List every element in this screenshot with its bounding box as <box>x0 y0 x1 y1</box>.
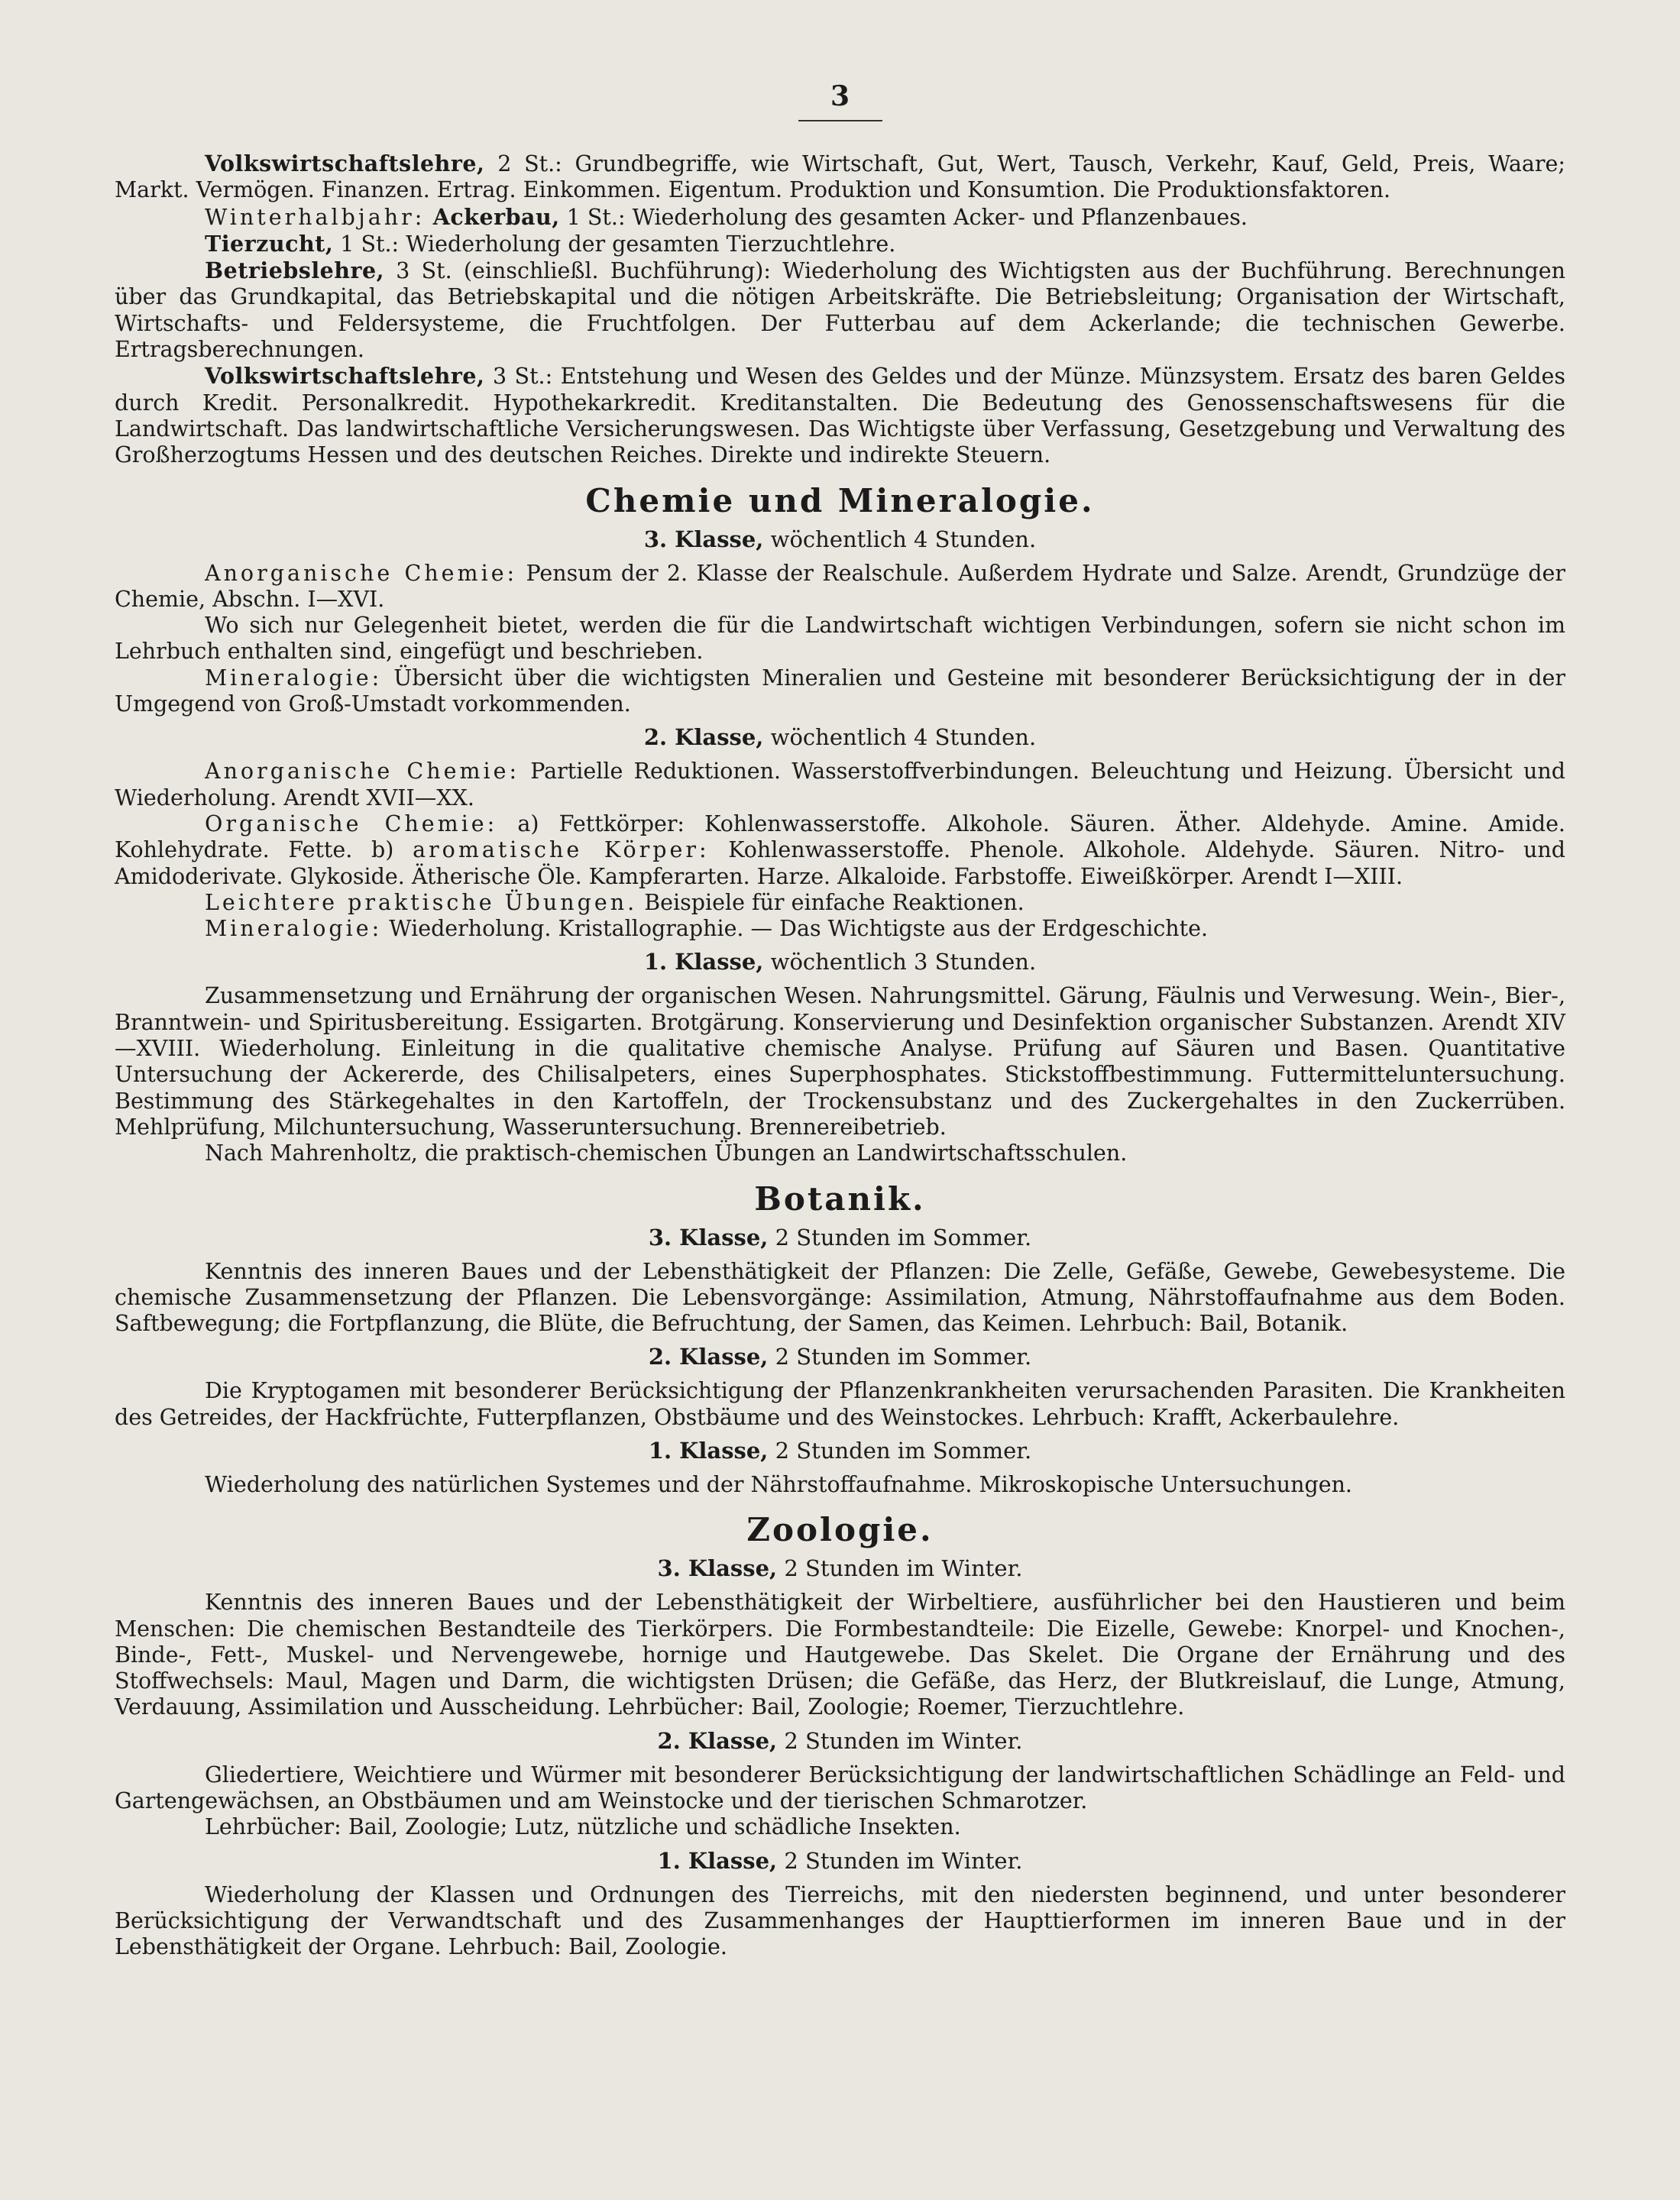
keyword: Tierzucht, <box>205 230 334 257</box>
klasse-hours: wöchentlich 4 Stunden. <box>763 724 1037 751</box>
paragraph-text: Partielle Reduktionen. Wasserstoffverbindungen. Beleuchtung und Heizung. Übersicht und Wiederholung. Arendt XVII—XX. <box>115 759 1565 810</box>
paragraph <box>115 811 1565 890</box>
paragraph: Kenntnis des inneren Baues und der Lebensthätigkeit der Wirbeltiere, ausführlicher bei den Haustieren und beim Menschen: Die chemischen Bestandteile des Tierkörpers. Die Formbestandteile: Die Eizelle, Gewebe: Knorpel- und Knochen-, Binde-, Fett-, Muskel- und Nervengewebe, hornige und Hautgewebe. Das Skelet. Die Organe der Ernährung und des Stoffwechsels: Maul, Magen und Darm, die wichtigsten Drüsen; die Gefäße, das Herz, der Blutkreislauf, die Lunge, Atmung, Verdauung, Assimilation und Ausscheidung. Lehrbücher: Bail, Zoologie; Roemer, Tierzuchtlehre. <box>115 1590 1565 1720</box>
paragraph: Wo sich nur Gelegenheit bietet, werden die für die Landwirtschaft wichtigen Verbindungen, sofern sie nicht schon im Lehrbuch enthalten sind, eingefügt und beschrieben. <box>115 613 1565 665</box>
klasse-label: 1. Klasse, <box>657 1847 778 1874</box>
paragraph-text: 3 St.: Entstehung und Wesen des Geldes und der Münze. Münzsystem. Ersatz des baren Geldes durch Kredit. Personalkredit. Hypothekarkredit. Kreditanstalten. Die Bedeutung des Genossenschaftswesens für die Landwirtschaft. Das landwirtschaftliche Versicherungswesen. Das Wichtigste über Verfassung, Gesetzgebung und Verwaltung des Großherzogtums Hessen und des deutschen Reiches. Direkte und indirekte Steuern. <box>115 364 1565 468</box>
keyword: Betriebslehre, <box>205 257 385 284</box>
section-title-zoologie: Zoologie. <box>746 1511 934 1549</box>
paragraph: Zusammensetzung und Ernährung der organischen Wesen. Nahrungsmittel. Gärung, Fäulnis und Verwesung. Wein-, Bier-, Branntwein- und Spiritusbereitung. Essigarten. Brotgärung. Konservierung und Desinfektion organischer Substanzen. Arendt XIV—XVIII. Wiederholung. Einleitung in die qualitative chemische Analyse. Prüfung auf Säuren und Basen. Quantitative Untersuchung der Ackererde, des Chilisalpeters, eines Superphosphates. Stickstoffbestimmung. Futtermitteluntersuchung. Bestimmung des Stärkegehaltes in den Kartoffeln, der Trockensubstanz und des Zuckergehaltes in den Zuckerrüben. Mehlprüfung, Milchuntersuchung, Wasseruntersuchung. Brennereibetrieb. <box>115 983 1565 1140</box>
klasse-hours: 2 Stunden im Sommer. <box>768 1224 1032 1250</box>
klasse-hours: 2 Stunden im Winter. <box>777 1727 1023 1754</box>
spaced-label: Leichtere praktische Übungen. <box>205 889 638 915</box>
page-number: 3 <box>830 80 850 112</box>
klasse-label: 3. Klasse, <box>643 526 764 552</box>
paragraph-text: a) Fettkörper: Kohlenwasserstoffe. Alkohole. Säuren. Äther. Aldehyde. Amine. Amide. Kohlehydrate. Fette. b) <box>115 810 1565 863</box>
paragraph-text: 1 St.: Wiederholung des gesamten Acker- und Pflanzenbaues. <box>559 204 1248 230</box>
klasse-label: 3. Klasse, <box>657 1555 778 1582</box>
klasse-heading-zoologie-2 <box>115 1727 1565 1755</box>
paragraph-betriebslehre <box>115 257 1565 363</box>
paragraph <box>115 759 1565 811</box>
klasse-hours: 2 Stunden im Sommer. <box>768 1437 1032 1464</box>
spaced-label: Winterhalbjahr: <box>205 204 426 230</box>
spaced-label: aromatische Körper: <box>413 837 710 863</box>
keyword: Volkswirtschaftslehre, <box>205 363 485 390</box>
paragraph-tierzucht <box>115 231 1565 257</box>
paragraph-winterhalbjahr <box>115 204 1565 231</box>
paragraph: Lehrbücher: Bail, Zoologie; Lutz, nützliche und schädliche Insekten. <box>205 1814 961 1840</box>
paragraph <box>115 916 1565 942</box>
paragraph: Nach Mahrenholtz, die praktisch-chemischen Übungen an Landwirtschaftsschulen. <box>205 1140 1128 1166</box>
klasse-hours: wöchentlich 3 Stunden. <box>763 949 1037 975</box>
klasse-hours: 2 Stunden im Winter. <box>777 1555 1023 1582</box>
paragraph-text: Übersicht über die wichtigsten Mineralien und Gesteine mit besonderer Berücksichtigung der in der Umgegend von Groß-Umstadt vorkommenden. <box>115 665 1565 717</box>
klasse-heading-zoologie-3 <box>115 1555 1565 1582</box>
paragraph: Wiederholung des natürlichen Systemes und der Nährstoffaufnahme. Mikroskopische Untersuchungen. <box>205 1471 1352 1497</box>
klasse-hours: 2 Stunden im Sommer. <box>768 1344 1032 1370</box>
section-title-chemie: Chemie und Mineralogie. <box>585 481 1095 519</box>
paragraph: Gliedertiere, Weichtiere und Würmer mit besonderer Berücksichtigung der landwirtschaftlichen Schädlinge an Feld- und Gartengewächsen, an Obstbäumen und am Weinstocke und der tierischen Schmarotzer. <box>115 1762 1565 1814</box>
spaced-label: Anorganische Chemie: <box>205 759 520 785</box>
paragraph-text: Pensum der 2. Klasse der Realschule. Außerdem Hydrate und Salze. Arendt, Grundzüge der Chemie, Abschn. I—XVI. <box>115 560 1566 612</box>
klasse-heading-botanik-1 <box>115 1437 1565 1464</box>
klasse-heading-zoologie-1 <box>115 1847 1565 1875</box>
paragraph <box>115 665 1565 718</box>
spaced-label: Anorganische Chemie: <box>205 560 518 586</box>
paragraph-volkswirtschaft-2st <box>115 150 1565 204</box>
klasse-label: 1. Klasse, <box>648 1437 769 1464</box>
paragraph-text: Kohlenwasserstoffe. Phenole. Alkohole. Aldehyde. Säuren. Nitro- und Amidoderivate. Glykoside. Ätherische Öle. Kampferarten. Harze. Alkaloide. Farbstoffe. Eiweißkörper. Arendt I—XIII. <box>115 837 1565 889</box>
klasse-heading-chemie-1 <box>115 948 1565 975</box>
keyword: Volkswirtschaftslehre, <box>205 150 485 176</box>
klasse-label: 3. Klasse, <box>648 1224 769 1250</box>
klasse-hours: wöchentlich 4 Stunden. <box>763 526 1037 552</box>
klasse-heading-botanik-2 <box>115 1343 1565 1370</box>
klasse-heading-botanik-3 <box>115 1224 1565 1251</box>
paragraph-text: 3 St. (einschließl. Buchführung): Wiederholung des Wichtigsten aus der Buchführung. Berechnungen über das Grundkapital, das Betriebskapital und die nötigen Arbeitskräfte. Die Betriebsleitung; Organisation der Wirtschaft, Wirtschafts- und Feldersysteme, die Fruchtfolgen. Der Futterbau auf dem Ackerlande; die technischen Gewerbe. Ertragsberechnungen. <box>115 258 1565 363</box>
paragraph-text: 2 St.: Grundbegriffe, wie Wirtschaft, Gut, Wert, Tausch, Verkehr, Kauf, Geld, Preis, Waare; Markt. Vermögen. Finanzen. Ertrag. Einkommen. Eigentum. Produktion und Konsumtion. Die Produktionsfaktoren. <box>115 151 1565 203</box>
paragraph <box>115 561 1565 613</box>
klasse-label: 2. Klasse, <box>657 1727 778 1754</box>
klasse-hours: 2 Stunden im Winter. <box>777 1847 1023 1874</box>
spaced-label: Mineralogie: <box>205 916 383 942</box>
paragraph-text: Beispiele für einfache Reaktionen. <box>637 889 1025 915</box>
klasse-label: 2. Klasse, <box>643 724 764 751</box>
paragraph: Wiederholung der Klassen und Ordnungen des Tierreichs, mit den niedersten beginnend, und unter besonderer Berücksichtigung der Verwandtschaft und des Zusammenhanges der Haupttierformen im inneren Baue und in der Lebensthätigkeit der Organe. Lehrbuch: Bail, Zoologie. <box>115 1881 1565 1960</box>
paragraph-text: Wiederholung. Kristallographie. — Das Wichtigste aus der Erdgeschichte. <box>382 916 1209 942</box>
paragraph: Die Kryptogamen mit besonderer Berücksichtigung der Pflanzenkrankheiten verursachenden Parasiten. Die Krankheiten des Getreides, der Hackfrüchte, Futterpflanzen, Obstbäume und des Weinstockes. Lehrbuch: Krafft, Ackerbaulehre. <box>115 1378 1565 1430</box>
page-number-rule <box>798 120 882 121</box>
keyword: Ackerbau, <box>425 203 560 230</box>
paragraph-volkswirtschaft-3st <box>115 363 1565 468</box>
klasse-heading-chemie-3 <box>115 526 1565 553</box>
klasse-label: 1. Klasse, <box>643 949 764 975</box>
paragraph-text: 1 St.: Wiederholung der gesamten Tierzuchtlehre. <box>333 231 896 257</box>
spaced-label: Mineralogie: <box>205 665 383 691</box>
paragraph <box>115 890 1565 916</box>
spaced-label: Organische Chemie: <box>205 810 498 836</box>
section-title-botanik: Botanik. <box>754 1179 926 1218</box>
klasse-label: 2. Klasse, <box>648 1344 769 1370</box>
klasse-heading-chemie-2 <box>115 723 1565 751</box>
paragraph: Kenntnis des inneren Baues und der Lebensthätigkeit der Pflanzen: Die Zelle, Gefäße, Gewebe, Gewebesysteme. Die chemische Zusammensetzung der Pflanzen. Die Lebensvorgänge: Assimilation, Atmung, Nährstoffaufnahme aus dem Boden. Saftbewegung; die Fortpflanzung, die Blüte, die Befruchtung, der Samen, das Keimen. Lehrbuch: Bail, Botanik. <box>115 1258 1565 1337</box>
